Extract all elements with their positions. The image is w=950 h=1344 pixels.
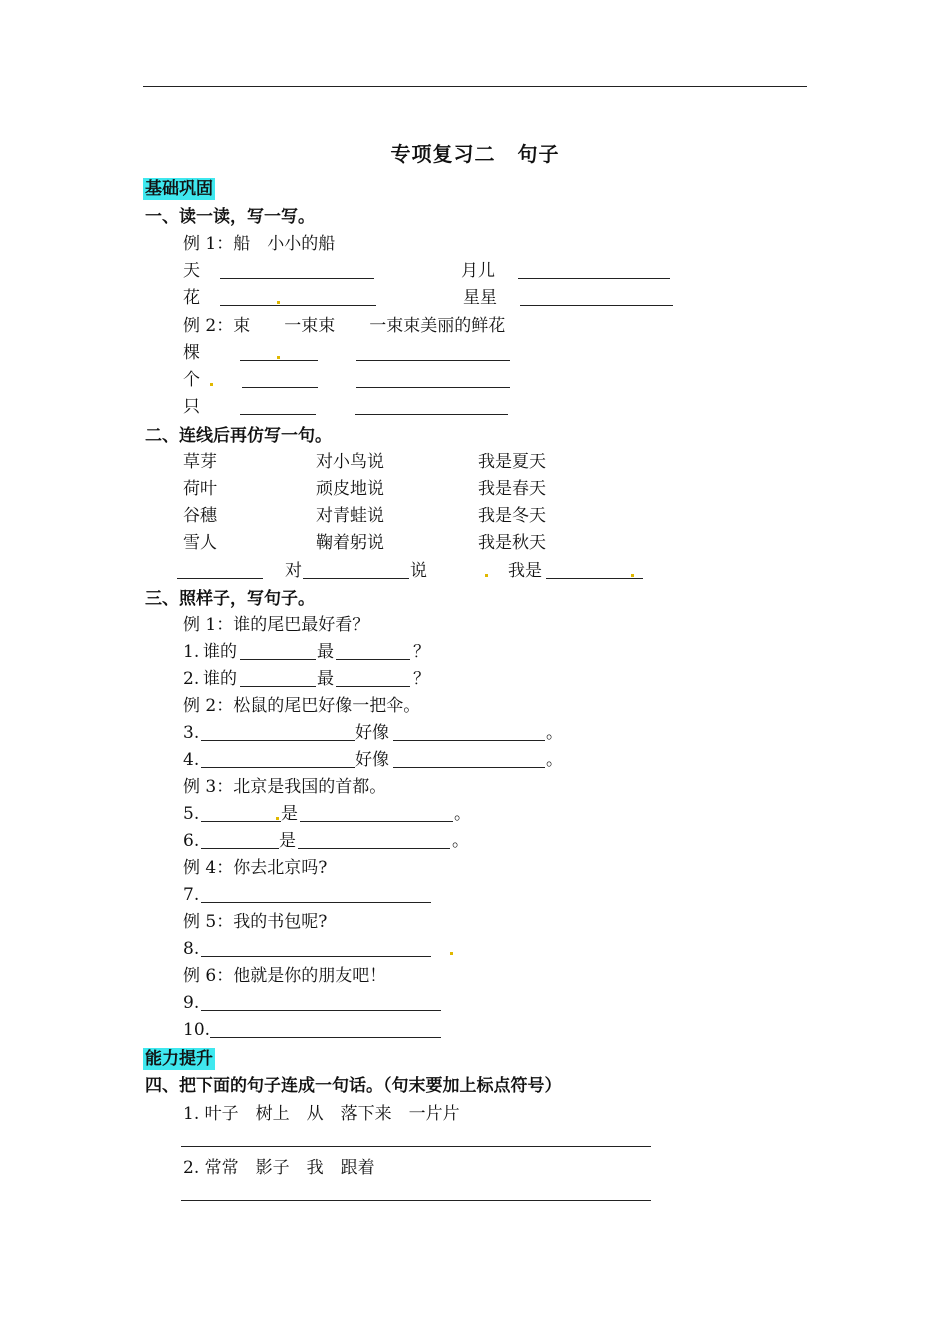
q3-example5: 例 5：我的书包呢?	[183, 912, 328, 932]
line-number: 3.	[183, 723, 200, 743]
answer-blank[interactable]	[518, 278, 670, 279]
answer-blank[interactable]	[201, 740, 355, 741]
frame-text: 好像	[355, 750, 389, 770]
answer-blank[interactable]	[220, 305, 376, 306]
yellow-mark	[210, 383, 213, 386]
frame-text: ？	[413, 642, 430, 662]
answer-blank[interactable]	[240, 686, 316, 687]
frame-text: 谁的	[203, 669, 237, 689]
answer-blank[interactable]	[393, 740, 545, 741]
subject-item[interactable]: 雪人	[183, 533, 217, 553]
q3-example4: 例 4：你去北京吗?	[183, 858, 328, 878]
season-item[interactable]: 我是夏天	[478, 452, 546, 472]
line-number: 6.	[183, 831, 200, 851]
answer-blank[interactable]	[300, 821, 453, 822]
answer-blank[interactable]	[210, 1037, 441, 1038]
line-number: 8.	[183, 939, 200, 959]
q4-item1: 1. 叶子 树上 从 落下来 一片片	[183, 1104, 460, 1124]
answer-blank[interactable]	[303, 578, 409, 579]
answer-blank[interactable]	[242, 387, 318, 388]
title-part1: 专项复习二	[390, 142, 496, 166]
speech-item[interactable]: 鞠着躬说	[316, 533, 384, 553]
line-number: 7.	[183, 885, 200, 905]
q1-example2: 例 2：束 一束束 一束束美丽的鲜花	[183, 316, 506, 336]
frame-text: 最	[317, 642, 334, 662]
answer-line[interactable]	[181, 1200, 651, 1201]
yellow-mark	[631, 574, 634, 577]
q1-word-hua: 花	[183, 288, 200, 308]
season-item[interactable]: 我是秋天	[478, 533, 546, 553]
season-item[interactable]: 我是春天	[478, 479, 546, 499]
q1-word-ke: 棵	[183, 343, 200, 363]
answer-blank[interactable]	[298, 848, 450, 849]
frame-text: 谁的	[203, 642, 237, 662]
frame-shuo: 说	[410, 561, 427, 581]
answer-blank[interactable]	[201, 902, 431, 903]
yellow-mark	[276, 817, 279, 820]
q4-heading: 四、把下面的句子连成一句话。（句末要加上标点符号）	[145, 1076, 562, 1096]
answer-blank[interactable]	[336, 659, 410, 660]
title-part2: 句子	[517, 142, 560, 166]
q3-example3: 例 3：北京是我国的首都。	[183, 777, 387, 797]
line-number: 2.	[183, 669, 200, 689]
answer-blank[interactable]	[220, 278, 374, 279]
q4-item2: 2. 常常 影子 我 跟着	[183, 1158, 375, 1178]
q3-example2: 例 2：松鼠的尾巴好像一把伞。	[183, 696, 421, 716]
line-number: 5.	[183, 804, 200, 824]
answer-blank[interactable]	[201, 956, 431, 957]
frame-text: 。	[452, 831, 469, 851]
frame-dui: 对	[285, 561, 302, 581]
yellow-mark	[450, 952, 453, 955]
answer-blank[interactable]	[240, 414, 316, 415]
answer-blank[interactable]	[177, 578, 263, 579]
q1-word-xingxing: 星星	[463, 288, 497, 308]
frame-text: 好像	[355, 723, 389, 743]
line-number: 4.	[183, 750, 200, 770]
answer-blank[interactable]	[201, 1010, 441, 1011]
yellow-mark	[277, 301, 280, 304]
q1-example1: 例 1：船 小小的船	[183, 234, 336, 254]
answer-blank[interactable]	[546, 578, 643, 579]
line-number: 9.	[183, 993, 200, 1013]
answer-blank[interactable]	[240, 360, 318, 361]
answer-blank[interactable]	[355, 414, 508, 415]
frame-text: 是	[281, 804, 298, 824]
page-title	[0, 138, 950, 167]
q3-heading: 三、照样子，写句子。	[145, 589, 315, 609]
subject-item[interactable]: 荷叶	[183, 479, 217, 499]
frame-woshi: 我是	[508, 561, 542, 581]
speech-item[interactable]: 对小鸟说	[316, 452, 384, 472]
answer-blank[interactable]	[356, 360, 510, 361]
q1-word-ge: 个	[183, 370, 200, 390]
q1-word-zhi: 只	[183, 397, 200, 417]
season-item[interactable]: 我是冬天	[478, 506, 546, 526]
answer-blank[interactable]	[393, 767, 545, 768]
speech-item[interactable]: 对青蛙说	[316, 506, 384, 526]
subject-item[interactable]: 草芽	[183, 452, 217, 472]
frame-text: 。	[454, 804, 471, 824]
yellow-mark	[277, 356, 280, 359]
answer-blank[interactable]	[336, 686, 410, 687]
answer-blank[interactable]	[201, 767, 355, 768]
answer-blank[interactable]	[520, 305, 673, 306]
frame-text: 最	[317, 669, 334, 689]
subject-item[interactable]: 谷穗	[183, 506, 217, 526]
frame-text: 。	[546, 750, 563, 770]
frame-text: 。	[546, 723, 563, 743]
yellow-mark	[485, 574, 488, 577]
answer-blank[interactable]	[356, 387, 510, 388]
q1-word-tian: 天	[183, 261, 200, 281]
q2-heading: 二、连线后再仿写一句。	[145, 426, 332, 446]
header-rule	[143, 86, 807, 87]
q1-word-yueer: 月儿	[461, 261, 495, 281]
q3-example6: 例 6：他就是你的朋友吧！	[183, 966, 387, 986]
frame-text: ？	[413, 669, 430, 689]
frame-text: 是	[279, 831, 296, 851]
q3-example1: 例 1：谁的尾巴最好看？	[183, 615, 370, 635]
answer-blank[interactable]	[240, 659, 316, 660]
speech-item[interactable]: 顽皮地说	[316, 479, 384, 499]
section-basic-tag: 基础巩固	[145, 179, 213, 199]
answer-line[interactable]	[181, 1146, 651, 1147]
line-number: 10.	[183, 1020, 211, 1040]
line-number: 1.	[183, 642, 200, 662]
answer-blank[interactable]	[201, 848, 279, 849]
q1-heading: 一、读一读，写一写。	[145, 207, 315, 227]
section-advanced-tag: 能力提升	[145, 1049, 213, 1069]
answer-blank[interactable]	[201, 821, 281, 822]
